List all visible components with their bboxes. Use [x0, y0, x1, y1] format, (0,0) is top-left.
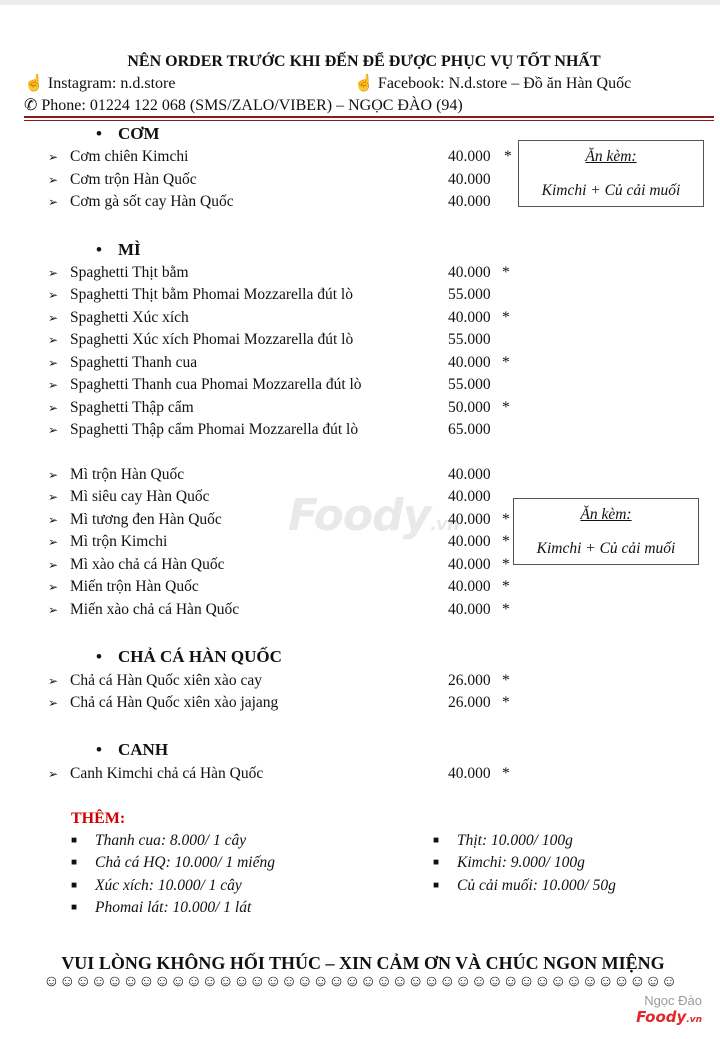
extra-item: ■ Chả cá HQ: 10.000/ 1 miếng [71, 854, 275, 871]
square-bullet-icon: ■ [71, 835, 78, 846]
menu-item: ➢ Spaghetti Xúc xích 40.000 * [48, 309, 510, 326]
menu-item: ➢ Spaghetti Thập cẩm 50.000 * [48, 399, 510, 416]
section-title: CANH [118, 740, 169, 759]
square-bullet-icon: ■ [433, 835, 440, 846]
section-com [96, 124, 160, 144]
menu-item: ➢ Chả cá Hàn Quốc xiên xào jajang 26.000 * [48, 694, 510, 711]
arrow-icon: ➢ [48, 266, 59, 280]
foody-logo: Foody.vn [636, 1008, 702, 1026]
menu-item: ➢ Chả cá Hàn Quốc xiên xào cay 26.000 * [48, 672, 510, 689]
extra-item: ■ Xúc xích: 10.000/ 1 cây [71, 877, 242, 894]
section-title: CƠM [118, 124, 160, 143]
menu-item: ➢ Mì siêu cay Hàn Quốc 40.000 [48, 488, 491, 505]
arrow-icon: ➢ [48, 513, 59, 527]
footer-message: VUI LÒNG KHÔNG HỐI THÚC – XIN CẢM ƠN VÀ CHÚC NGON MIỆNG [61, 953, 665, 973]
section-mi [96, 240, 141, 260]
side-dish-title: Ăn kèm: [580, 506, 632, 523]
section-cha-ca [96, 647, 282, 667]
menu-item: ➢ Spaghetti Thịt bằm Phomai Mozzarella đút lò 55.000 [48, 286, 491, 303]
extra-item: ■ Thanh cua: 8.000/ 1 cây [71, 832, 247, 849]
corner-credit [636, 993, 702, 1026]
square-bullet-icon: ■ [433, 880, 440, 891]
arrow-icon: ➢ [48, 173, 59, 187]
menu-item: ➢ Spaghetti Thịt bằm 40.000 * [48, 264, 510, 281]
header-divider-thin [24, 120, 714, 121]
side-dish-text: Kimchi + Củ cải muối [536, 540, 676, 557]
menu-item: ➢ Spaghetti Thanh cua Phomai Mozzarella đút lò 55.000 [48, 376, 491, 393]
bullet-icon: • [96, 124, 102, 143]
section-canh [96, 740, 168, 760]
arrow-icon: ➢ [48, 696, 59, 710]
menu-item: ➢ Mì trộn Kimchi 40.000 * [48, 533, 510, 550]
foody-watermark: Foody.vn [288, 490, 459, 541]
bullet-icon: • [96, 240, 102, 259]
menu-item: ➢ Miến xào chả cá Hàn Quốc 40.000 * [48, 601, 510, 618]
arrow-icon: ➢ [48, 674, 59, 688]
arrow-icon: ➢ [48, 288, 59, 302]
extras-title: THÊM: [71, 810, 126, 827]
arrow-icon: ➢ [48, 580, 59, 594]
menu-item: ➢ Mì tương đen Hàn Quốc 40.000 * [48, 511, 510, 528]
header-divider [24, 116, 714, 118]
menu-item: ➢ Miến trộn Hàn Quốc 40.000 * [48, 578, 510, 595]
menu-item: ➢ Mì trộn Hàn Quốc 40.000 [48, 466, 491, 483]
menu-item: ➢ Cơm chiên Kimchi 40.000 * [48, 148, 512, 165]
section-title: CHẢ CÁ HÀN QUỐC [118, 647, 282, 666]
square-bullet-icon: ■ [433, 857, 440, 868]
phone-line: ✆ Phone: 01224 122 068 (SMS/ZALO/VIBER) – NGỌC ĐÀO (94) [24, 97, 463, 114]
extra-item: ■ Thịt: 10.000/ 100g [433, 832, 573, 849]
arrow-icon: ➢ [48, 490, 59, 504]
side-dish-text: Kimchi + Củ cải muối [541, 182, 681, 199]
menu-item: ➢ Spaghetti Xúc xích Phomai Mozzarella đút lò 55.000 [48, 331, 491, 348]
square-bullet-icon: ■ [71, 902, 78, 913]
menu-item: ➢ Cơm trộn Hàn Quốc 40.000 [48, 171, 491, 188]
square-bullet-icon: ■ [71, 857, 78, 868]
menu-item: ➢ Canh Kimchi chả cá Hàn Quốc 40.000 * [48, 765, 510, 782]
side-dish-box [513, 498, 699, 565]
side-dish-title: Ăn kèm: [585, 148, 637, 165]
arrow-icon: ➢ [48, 603, 59, 617]
arrow-icon: ➢ [48, 333, 59, 347]
arrow-icon: ➢ [48, 378, 59, 392]
arrow-icon: ➢ [48, 767, 59, 781]
instagram-line: ☝ Instagram: n.d.store [24, 75, 176, 92]
menu-item: ➢ Cơm gà sốt cay Hàn Quốc 40.000 [48, 193, 491, 210]
top-band [0, 0, 720, 5]
author-name: Ngọc Đào [644, 993, 702, 1008]
arrow-icon: ➢ [48, 356, 59, 370]
section-title: MÌ [118, 240, 141, 259]
bullet-icon: • [96, 740, 102, 759]
arrow-icon: ➢ [48, 401, 59, 415]
order-notice-title: NÊN ORDER TRƯỚC KHI ĐẾN ĐỂ ĐƯỢC PHỤC VỤ TỐT NHẤT [127, 53, 601, 70]
menu-item: ➢ Mì xào chả cá Hàn Quốc 40.000 * [48, 556, 510, 573]
side-dish-box [518, 140, 704, 207]
menu-item: ➢ Spaghetti Thập cẩm Phomai Mozzarella đút lò 65.000 [48, 421, 491, 438]
extra-item: ■ Phomai lát: 10.000/ 1 lát [71, 899, 252, 916]
square-bullet-icon: ■ [71, 880, 78, 891]
arrow-icon: ➢ [48, 535, 59, 549]
menu-header [0, 52, 720, 72]
arrow-icon: ➢ [48, 150, 59, 164]
bullet-icon: • [96, 647, 102, 666]
facebook-line: ☝ Facebook: N.d.store – Đồ ăn Hàn Quốc [354, 75, 632, 92]
arrow-icon: ➢ [48, 468, 59, 482]
arrow-icon: ➢ [48, 558, 59, 572]
menu-item: ➢ Spaghetti Thanh cua 40.000 * [48, 354, 510, 371]
extra-item: ■ Củ cải muối: 10.000/ 50g [433, 877, 616, 894]
extra-item: ■ Kimchi: 9.000/ 100g [433, 854, 585, 871]
arrow-icon: ➢ [48, 311, 59, 325]
arrow-icon: ➢ [48, 423, 59, 437]
arrow-icon: ➢ [48, 195, 59, 209]
smiley-row: ☺☺☺☺☺☺☺☺☺☺☺☺☺☺☺☺☺☺☺☺☺☺☺☺☺☺☺☺☺☺☺☺☺☺☺☺☺☺☺☺ [43, 973, 677, 990]
